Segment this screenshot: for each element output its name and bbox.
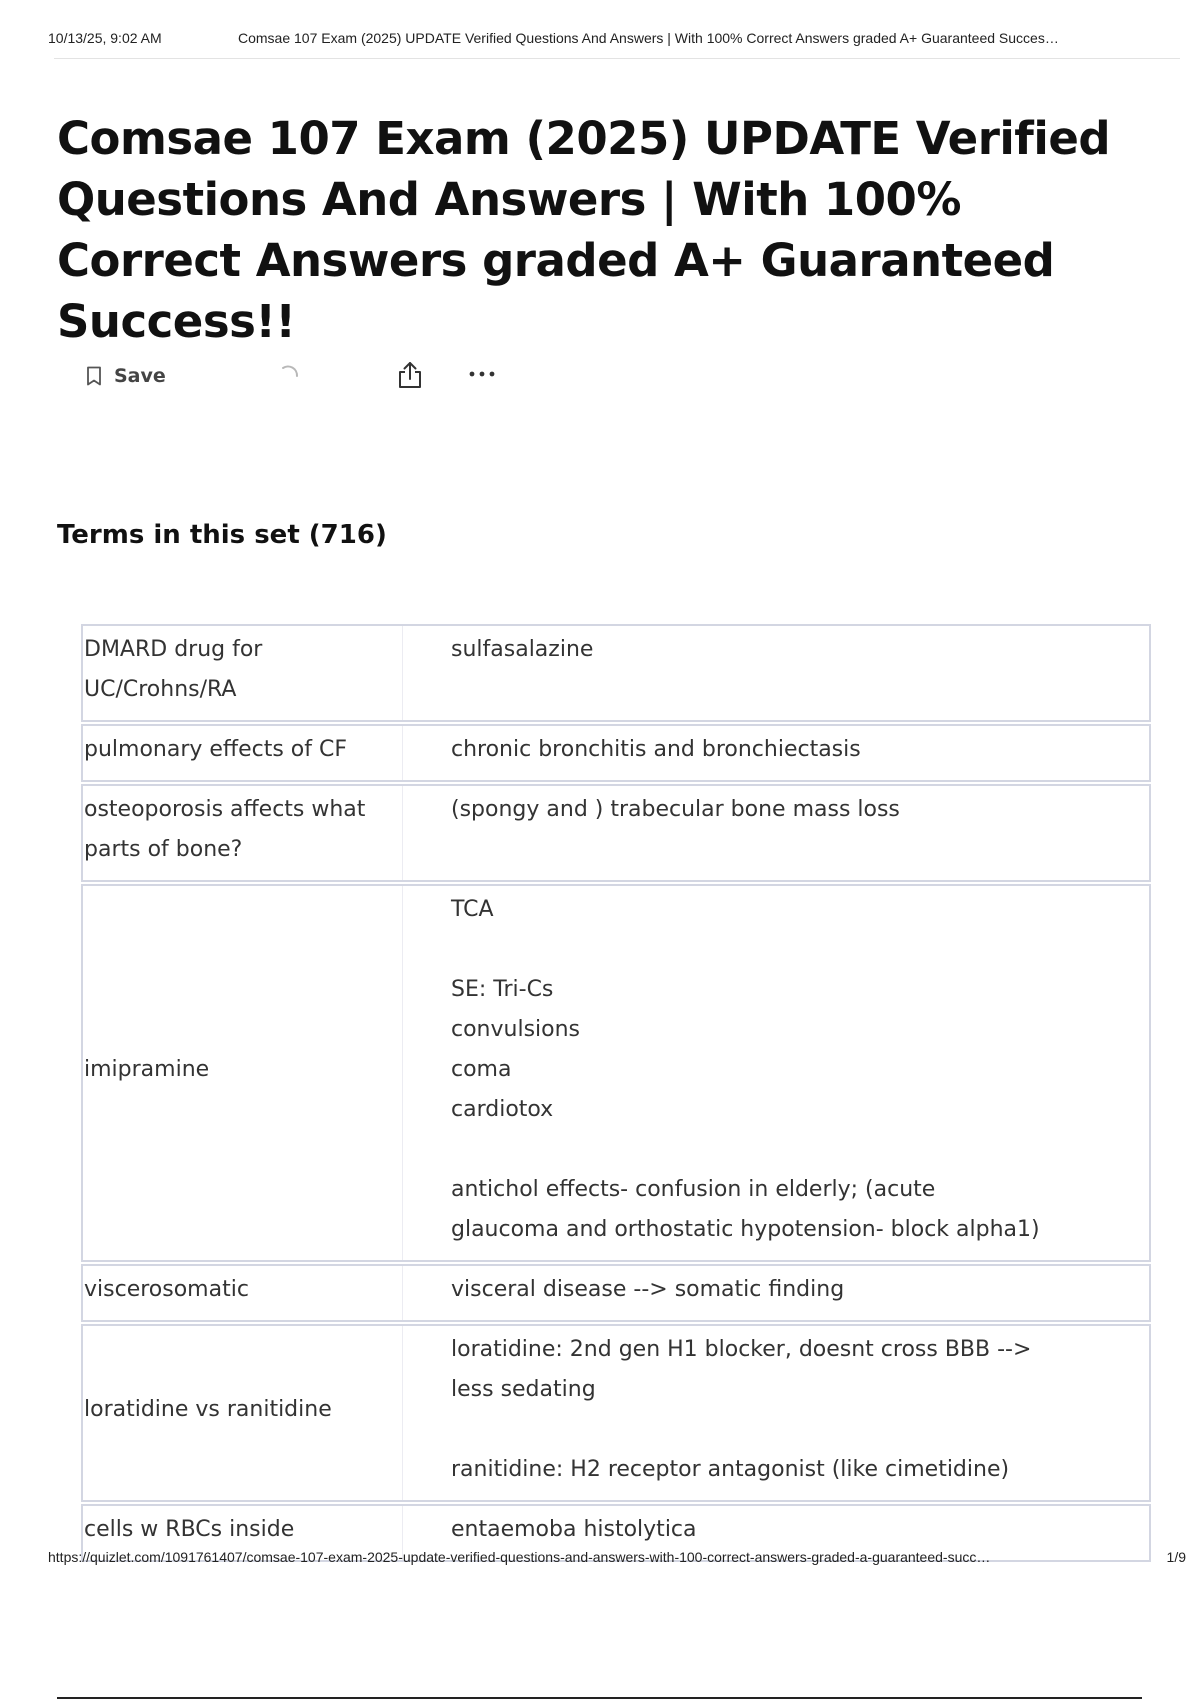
- term-cell: pulmonary effects of CF: [83, 726, 403, 780]
- table-row: [81, 1264, 1151, 1322]
- loading-spinner-icon: [278, 363, 302, 387]
- bottom-divider: [57, 1697, 1142, 1699]
- term-cell: cells w RBCs inside: [83, 1506, 403, 1560]
- terms-heading: Terms in this set (716): [57, 520, 387, 550]
- page-title: Comsae 107 Exam (2025) UPDATE Verified Questions And Answers | With 100% Correct Answers graded A+ Guaranteed Success!!: [57, 112, 1111, 348]
- term-cell: imipramine: [83, 886, 403, 1260]
- term-cell: osteoporosis affects what parts of bone?: [83, 786, 403, 880]
- header-divider: [54, 58, 1180, 59]
- definition-cell: loratidine: 2nd gen H1 blocker, doesnt cross BBB --> less sedating ranitidine: H2 receptor antagonist (like cimetidine): [451, 1337, 1032, 1482]
- page-url: https://quizlet.com/1091761407/comsae-107-exam-2025-update-verified-questions-and-answers-with-100-correct-answers-graded-a-guaranteed-succ…: [48, 1549, 991, 1565]
- term-cell: viscerosomatic: [83, 1266, 403, 1320]
- table-row: [81, 1324, 1151, 1502]
- table-row: [81, 624, 1151, 722]
- definition-cell: visceral disease --> somatic finding: [451, 1277, 845, 1302]
- table-row: [81, 724, 1151, 782]
- terms-table: [81, 624, 1151, 1564]
- toolbar: [86, 360, 526, 392]
- definition-cell: entaemoba histolytica: [451, 1517, 697, 1542]
- print-header: [48, 30, 1180, 46]
- share-icon[interactable]: [396, 360, 424, 390]
- print-footer: [48, 1549, 1186, 1565]
- definition-cell: TCA SE: Tri-Cs convulsions coma cardiotox antichol effects- confusion in elderly; (acute glaucoma and orthostatic hypotension- block alpha1): [451, 897, 1040, 1242]
- term-cell: DMARD drug for UC/Crohns/RA: [83, 626, 403, 720]
- term-cell: loratidine vs ranitidine: [83, 1326, 403, 1500]
- save-button[interactable]: [86, 360, 166, 392]
- page-number: 1/9: [1166, 1549, 1186, 1565]
- table-row: [81, 784, 1151, 882]
- definition-cell: (spongy and ) trabecular bone mass loss: [451, 797, 900, 822]
- definition-cell: sulfasalazine: [451, 637, 594, 662]
- definition-cell: chronic bronchitis and bronchiectasis: [451, 737, 861, 762]
- print-doc-title: Comsae 107 Exam (2025) UPDATE Verified Questions And Answers | With 100% Correct Answers graded A+ Guaranteed Succes…: [238, 30, 1059, 46]
- table-row: [81, 884, 1151, 1262]
- print-date: 10/13/25, 9:02 AM: [48, 30, 162, 46]
- bookmark-icon: [86, 366, 102, 386]
- more-options-icon[interactable]: [468, 364, 498, 384]
- save-label: Save: [114, 365, 166, 387]
